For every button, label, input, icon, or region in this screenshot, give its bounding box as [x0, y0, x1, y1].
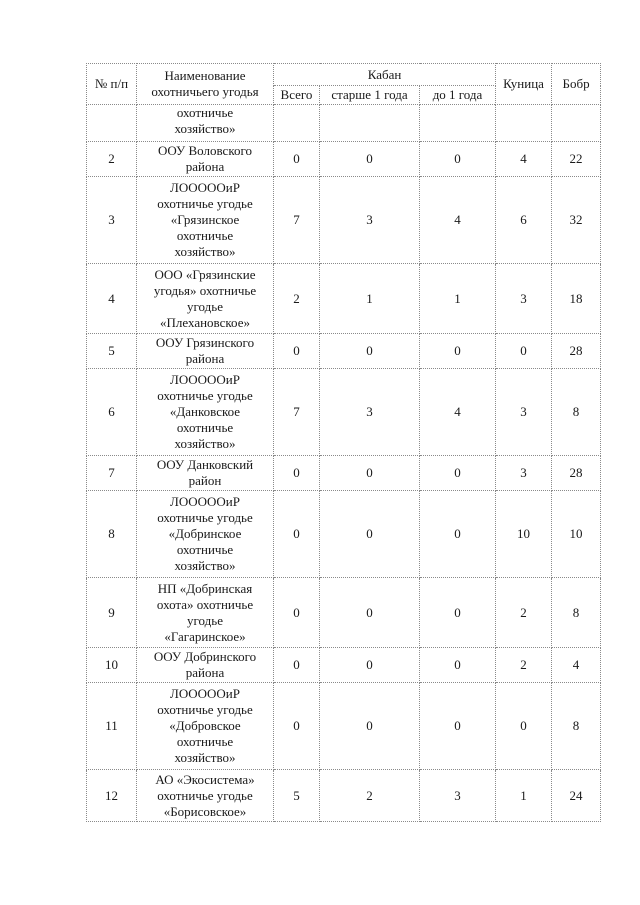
boar-younger: 1	[420, 264, 496, 334]
row-number: 12	[87, 770, 137, 822]
row-number: 8	[87, 491, 137, 578]
boar-total: 0	[274, 456, 320, 491]
marten-count: 3	[496, 456, 552, 491]
boar-younger: 0	[420, 648, 496, 683]
boar-older	[320, 105, 420, 142]
hunting-ground-name	[137, 578, 274, 648]
marten-count: 4	[496, 142, 552, 177]
table-row	[87, 648, 601, 683]
name-line: хозяйство»	[174, 121, 236, 136]
boar-total: 5	[274, 770, 320, 822]
beaver-count: 22	[552, 142, 601, 177]
header-younger: до 1 года	[420, 86, 496, 105]
table-row	[87, 683, 601, 770]
beaver-count: 28	[552, 334, 601, 369]
boar-younger: 0	[420, 334, 496, 369]
name-line: ООУ Данковский	[156, 457, 254, 472]
beaver-count: 28	[552, 456, 601, 491]
header-older: старше 1 года	[320, 86, 420, 105]
name-line: угодье	[187, 612, 223, 628]
marten-count: 0	[496, 334, 552, 369]
hunting-ground-name	[137, 264, 274, 334]
name-line: охотничье угодье	[157, 702, 253, 717]
beaver-count: 18	[552, 264, 601, 334]
boar-younger: 0	[420, 491, 496, 578]
row-number: 5	[87, 334, 137, 369]
boar-total: 0	[274, 648, 320, 683]
name-line: «Борисовское»	[163, 803, 247, 819]
marten-count: 2	[496, 648, 552, 683]
boar-younger	[420, 105, 496, 142]
name-line: ЛОООООиР	[170, 372, 240, 387]
name-line: охотничье	[176, 228, 234, 243]
name-line: охотничье	[176, 420, 234, 435]
beaver-count	[552, 105, 601, 142]
hunting-ground-name	[137, 177, 274, 264]
beaver-count: 8	[552, 369, 601, 456]
name-line: угодья» охотничье	[153, 282, 257, 298]
boar-older: 0	[320, 683, 420, 770]
hunting-ground-name	[137, 648, 274, 683]
boar-older: 3	[320, 177, 420, 264]
table-row	[87, 142, 601, 177]
boar-younger: 0	[420, 142, 496, 177]
name-line: охотничье угодье	[157, 787, 253, 803]
table-row	[87, 334, 601, 369]
marten-count	[496, 105, 552, 142]
hunting-ground-name	[137, 683, 274, 770]
boar-younger: 0	[420, 683, 496, 770]
table-row	[87, 264, 601, 334]
boar-younger: 0	[420, 456, 496, 491]
name-line: хозяйство»	[174, 558, 236, 573]
table-row	[87, 105, 601, 142]
name-line: «Добровское	[169, 718, 241, 733]
name-line: хозяйство»	[174, 436, 236, 451]
beaver-count: 8	[552, 683, 601, 770]
header-name-line2: охотничьего угодья	[151, 84, 259, 99]
boar-total: 0	[274, 683, 320, 770]
name-line: охота» охотничье	[156, 596, 254, 612]
beaver-count: 8	[552, 578, 601, 648]
row-number: 9	[87, 578, 137, 648]
name-line: «Данковское	[169, 404, 241, 419]
boar-total: 7	[274, 177, 320, 264]
name-line: охотничье угодье	[157, 196, 253, 211]
name-line: «Добринское	[168, 526, 242, 541]
hunting-ground-name	[137, 456, 274, 491]
hunting-ground-name	[137, 105, 274, 142]
hunting-ground-name	[137, 334, 274, 369]
name-line: района	[185, 665, 225, 680]
boar-older: 0	[320, 142, 420, 177]
name-line: хозяйство»	[174, 750, 236, 765]
name-line: охотничье	[176, 734, 234, 749]
boar-older: 3	[320, 369, 420, 456]
boar-older: 0	[320, 578, 420, 648]
boar-younger: 3	[420, 770, 496, 822]
header-boar: Кабан	[274, 64, 496, 86]
boar-total: 0	[274, 491, 320, 578]
row-number: 3	[87, 177, 137, 264]
name-line: ООУ Добринского	[153, 649, 257, 664]
marten-count: 2	[496, 578, 552, 648]
row-number: 2	[87, 142, 137, 177]
hunting-ground-name	[137, 142, 274, 177]
boar-total: 0	[274, 142, 320, 177]
marten-count: 1	[496, 770, 552, 822]
boar-total: 2	[274, 264, 320, 334]
row-number: 11	[87, 683, 137, 770]
hunting-ground-name	[137, 491, 274, 578]
name-line: «Грязинское	[170, 212, 240, 227]
name-line: район	[188, 473, 222, 488]
boar-younger: 0	[420, 578, 496, 648]
name-line: охотничье	[176, 542, 234, 557]
name-line: охотничье угодье	[157, 388, 253, 403]
name-line: «Плехановское»	[160, 314, 250, 330]
name-line: района	[185, 159, 225, 174]
header-beaver: Бобр	[552, 64, 601, 105]
boar-older: 1	[320, 264, 420, 334]
name-line: ЛОООООиР	[170, 180, 240, 195]
marten-count: 10	[496, 491, 552, 578]
boar-younger: 4	[420, 369, 496, 456]
beaver-count: 24	[552, 770, 601, 822]
row-number: 10	[87, 648, 137, 683]
hunting-stats-table	[86, 63, 601, 822]
boar-older: 0	[320, 648, 420, 683]
table-row	[87, 177, 601, 264]
row-number: 7	[87, 456, 137, 491]
table-row	[87, 491, 601, 578]
header-name	[137, 64, 274, 105]
marten-count: 3	[496, 264, 552, 334]
name-line: ООУ Грязинского	[155, 335, 255, 350]
header-total: Всего	[274, 86, 320, 105]
row-number	[87, 105, 137, 142]
table-row	[87, 578, 601, 648]
boar-total	[274, 105, 320, 142]
name-line: хозяйство»	[174, 244, 236, 259]
table-row	[87, 456, 601, 491]
beaver-count: 4	[552, 648, 601, 683]
marten-count: 3	[496, 369, 552, 456]
boar-total: 0	[274, 578, 320, 648]
table-body	[87, 105, 601, 822]
name-line: угодье	[187, 298, 223, 314]
boar-older: 0	[320, 456, 420, 491]
boar-total: 7	[274, 369, 320, 456]
name-line: АО «Экосистема»	[155, 771, 255, 787]
name-line: ООУ Воловского	[158, 143, 252, 158]
boar-older: 0	[320, 334, 420, 369]
hunting-ground-name	[137, 369, 274, 456]
hunting-ground-name	[137, 770, 274, 822]
name-line: района	[185, 351, 225, 366]
table-row	[87, 770, 601, 822]
table-row	[87, 369, 601, 456]
name-line: охотничье угодье	[157, 510, 253, 525]
boar-total: 0	[274, 334, 320, 369]
name-line: ЛОООООиР	[170, 686, 240, 701]
boar-younger: 4	[420, 177, 496, 264]
marten-count: 0	[496, 683, 552, 770]
boar-older: 0	[320, 491, 420, 578]
marten-count: 6	[496, 177, 552, 264]
boar-older: 2	[320, 770, 420, 822]
name-line: охотничье	[176, 105, 234, 120]
header-name-line1: Наименование	[164, 68, 246, 83]
name-line: «Гагаринское»	[164, 628, 246, 644]
row-number: 4	[87, 264, 137, 334]
beaver-count: 10	[552, 491, 601, 578]
header-num: № п/п	[87, 64, 137, 105]
name-line: ООО «Грязинские	[154, 266, 256, 282]
name-line: НП «Добринская	[157, 580, 253, 596]
row-number: 6	[87, 369, 137, 456]
beaver-count: 32	[552, 177, 601, 264]
name-line: ЛОООООиР	[170, 494, 240, 509]
header-marten: Куница	[496, 64, 552, 105]
